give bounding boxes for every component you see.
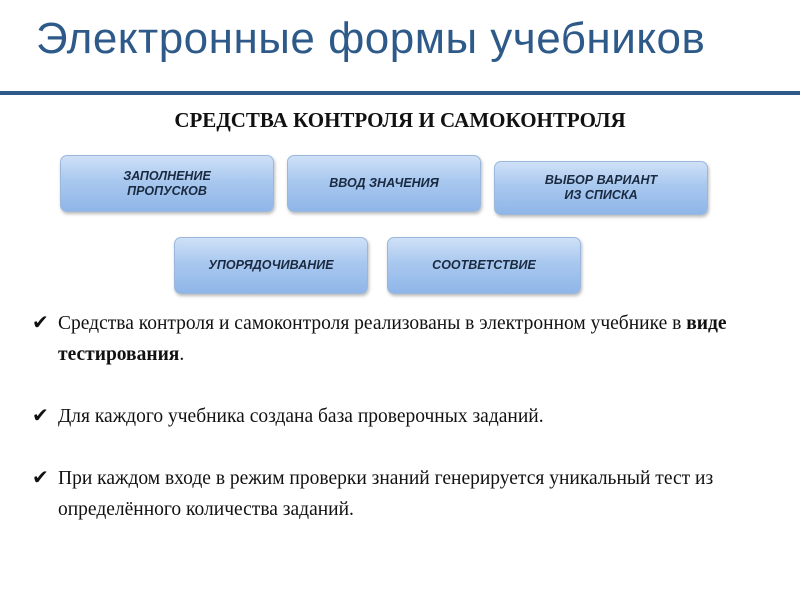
chip-choose-from-list xyxy=(494,161,708,215)
chip-choose-from-list-label: ВЫБОР ВАРИАНТ ИЗ СПИСКА xyxy=(544,173,658,202)
chip-ordering xyxy=(174,237,368,294)
checkmark-icon: ✔ xyxy=(32,467,49,489)
chip-matching xyxy=(387,237,581,294)
bullet-item xyxy=(32,308,772,370)
section-subtitle: СРЕДСТВА КОНТРОЛЯ И САМОКОНТРОЛЯ xyxy=(174,108,626,132)
bullet-text: Для каждого учебника создана база проверочных заданий. xyxy=(58,406,544,427)
title-underline xyxy=(0,91,800,95)
chip-value-input xyxy=(287,155,481,212)
bullet-text: При каждом входе в режим проверки знаний генерируется уникальный тест из определённого количества заданий. xyxy=(58,468,714,520)
bullet-item xyxy=(32,401,772,432)
chip-value-input-label: ВВОД ЗНАЧЕНИЯ xyxy=(329,176,439,190)
bullet-text-bold: виде тестирования xyxy=(58,313,727,365)
bullet-item xyxy=(32,463,772,525)
bullet-list xyxy=(32,308,772,556)
chip-fill-gaps xyxy=(60,155,274,212)
bullet-text: Средства контроля и самоконтроля реализованы в электронном учебнике в xyxy=(58,313,687,334)
chip-ordering-label: УПОРЯДОЧИВАНИЕ xyxy=(208,258,334,272)
slide-title: Электронные формы учебников xyxy=(36,14,706,63)
chip-fill-gaps-label: ЗАПОЛНЕНИЕ ПРОПУСКОВ xyxy=(123,168,211,198)
chip-matching-label: СООТВЕТСТВИЕ xyxy=(432,258,536,272)
checkmark-icon: ✔ xyxy=(32,312,49,334)
bullet-text-end: . xyxy=(179,344,185,365)
checkmark-icon: ✔ xyxy=(32,405,49,427)
